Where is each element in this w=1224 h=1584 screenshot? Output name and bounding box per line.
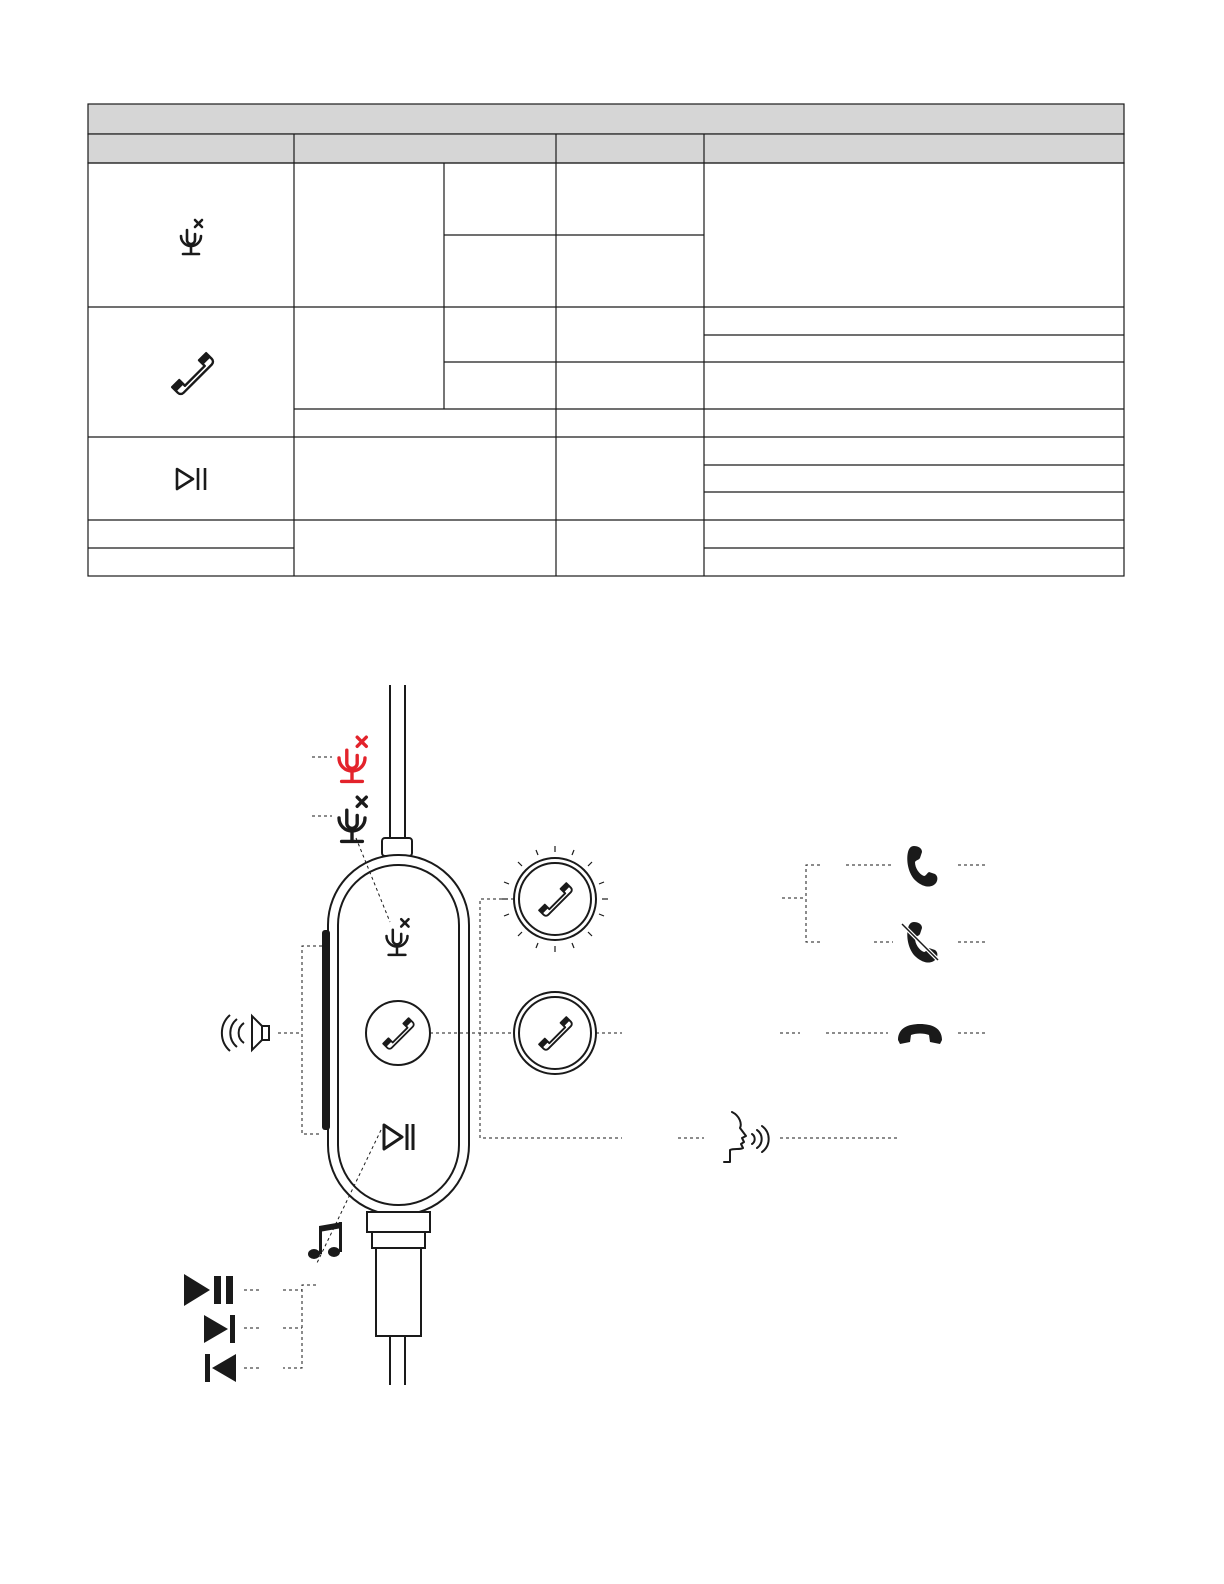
phone-answer-icon — [907, 846, 937, 887]
mic-mute-off-icon — [339, 797, 366, 841]
cable-bottom — [367, 1212, 430, 1385]
phone-reject-icon — [902, 922, 938, 963]
voice-assistant-icon — [724, 1112, 769, 1162]
active-call-indicator — [514, 992, 596, 1074]
next-track-icon — [204, 1315, 235, 1343]
table-header-row — [88, 134, 1124, 163]
mic-mute-icon — [181, 220, 202, 254]
play-pause-icon — [184, 1274, 233, 1306]
previous-track-icon — [205, 1354, 236, 1382]
incoming-call-indicator — [502, 846, 608, 952]
cable-top — [382, 685, 412, 856]
table-title-bar — [88, 104, 1124, 134]
call-button[interactable] — [366, 1001, 430, 1065]
volume-rocker[interactable] — [322, 930, 330, 1130]
mic-mute-on-icon — [339, 737, 366, 781]
speaker-volume-icon — [222, 1015, 269, 1051]
play-pause-icon — [177, 468, 205, 490]
phone-end-icon — [898, 1024, 942, 1044]
controls-table — [0, 0, 1224, 600]
handset-icon — [172, 353, 214, 395]
music-note-icon — [308, 1222, 342, 1259]
inline-control-diagram — [0, 640, 1224, 1440]
